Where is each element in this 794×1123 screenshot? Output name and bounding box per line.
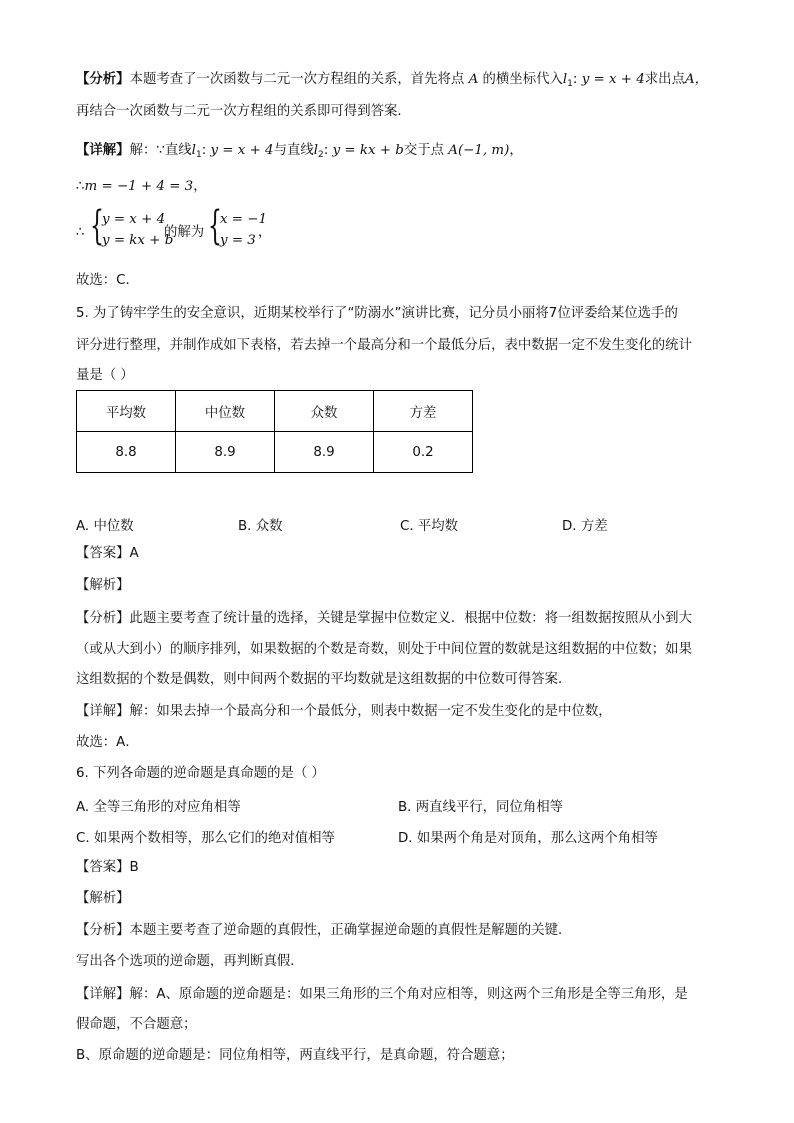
choose-c: 故选：C．: [76, 273, 139, 288]
q6-analysis-1: 【分析】本题主要考查了逆命题的真假性，正确掌握逆命题的真假性是解题的关键．: [76, 923, 572, 938]
equation-l1: y = x + 4: [210, 143, 274, 158]
q5-option-c: C. 平均数: [400, 519, 459, 534]
q6-option-c: C. 如果两个数相等，那么它们的绝对值相等: [76, 831, 335, 846]
detail-label: 【详解】: [76, 142, 130, 158]
q6-analysis-label: 【解析】: [76, 891, 130, 906]
q6-analysis-4: 假命题，不合题意；: [76, 1017, 197, 1032]
q5-answer: 【答案】A: [76, 546, 139, 561]
therefore-symbol-2: ∴: [76, 225, 85, 240]
q5-line-1: 5. 为了铸牢学生的安全意识，近期某校举行了“防溺水”演讲比赛，记分员小丽将7位评委给某位选手的: [76, 306, 678, 321]
m-equation: m = −1 + 4 = 3: [84, 179, 194, 194]
table-value-row: [77, 432, 473, 473]
system-1-row-2: y = kx + b: [102, 233, 174, 248]
therefore-symbol: ∴: [76, 179, 85, 194]
q6-line-1: 6. 下列各命题的逆命题是真命题的是（ ）: [76, 766, 325, 781]
equation-l2: y = kx + b: [332, 143, 404, 158]
brace-2: {: [208, 203, 222, 249]
table-header-row: [77, 391, 473, 432]
q5-option-a: A. 中位数: [76, 519, 134, 534]
table-header-cell: 方差: [374, 391, 473, 432]
table-value-cell: 8.8: [77, 432, 176, 473]
q5-analysis-5: 故选：A．: [76, 735, 139, 750]
line-l: l: [562, 72, 568, 87]
q5-line-3: 量是（ ）: [76, 368, 134, 383]
point-a-2: A，: [684, 72, 709, 87]
table-header-cell: 中位数: [176, 391, 275, 432]
analysis-line-2: 再结合一次函数与二元一次方程组的关系即可得到答案．: [76, 104, 411, 119]
q6-analysis-2: 写出各个选项的逆命题，再判断真假．: [76, 954, 304, 969]
point-a: A: [468, 72, 479, 87]
q5-line-2: 评分进行整理，并制作成如下表格，若去掉一个最高分和一个最低分后，表中数据一定不发生变化的统计: [76, 338, 692, 353]
analysis-text-2: 的横坐标代入: [482, 72, 563, 87]
analysis-label: 【分析】: [76, 71, 130, 87]
q6-option-b: B. 两直线平行，同位角相等: [398, 800, 563, 815]
system-2-row-2: y = 3: [220, 233, 256, 248]
table-header-cell: 平均数: [77, 391, 176, 432]
q5-analysis-label: 【解析】: [76, 578, 130, 593]
line-l2-sub: 2: [318, 150, 324, 160]
point-a-coords: A(−1, m): [448, 143, 510, 158]
system-1-row-1: y = x + 4: [102, 212, 166, 227]
detail-line-1: 【详解】解：∵直线$l_1$: y = x + 4与直线$l_2$: y = kx + b交于点 A(−1, m)，: [76, 142, 523, 160]
q5-analysis-2: （或从大到小）的顺序排列，如果数据的个数是奇数，则处于中间位置的数就是这组数据的中位数；如果: [76, 642, 692, 657]
q5-option-d: D. 方差: [562, 519, 608, 534]
detail-text-2: 与直线: [273, 143, 314, 158]
line-l1: l: [191, 143, 196, 158]
q6-option-a: A. 全等三角形的对应角相等: [76, 800, 241, 815]
q5-analysis-1: 【分析】此题主要考查了统计量的选择，关键是掌握中位数定义．根据中位数：将一组数据按照从小到大: [76, 611, 692, 626]
q5-analysis-4: 【详解】解：如果去掉一个最高分和一个最低分，则表中数据一定不发生变化的是中位数，: [76, 704, 612, 719]
table-value-cell: 8.9: [275, 432, 374, 473]
q6-answer: 【答案】B: [76, 860, 139, 875]
detail-tail: ，: [509, 143, 523, 158]
line-l-sub: 1: [567, 79, 573, 89]
line-l2: l: [313, 143, 319, 158]
detail-text: 解：∵直线: [129, 143, 192, 158]
analysis-text: 本题考查了一次函数与二元一次方程组的关系，首先将点: [129, 72, 465, 87]
q5-option-b: B. 众数: [238, 519, 283, 534]
q6-option-d: D. 如果两个角是对顶角，那么这两个角相等: [398, 831, 658, 846]
line-equation: y = x + 4: [581, 72, 645, 87]
system-tail: ，: [258, 225, 272, 240]
q6-analysis-3: 【详解】解：A、原命题的逆命题是：如果三角形的三个角对应相等，则这两个三角形是全等三角形，是: [76, 987, 688, 1002]
detail-line-2: [76, 178, 207, 196]
analysis-line-1: 【分析】本题考查了一次函数与二元一次方程组的关系，首先将点 A 的横坐标代入$l_1$: y = x + 4求出点A，: [76, 71, 709, 89]
table-value-cell: 0.2: [374, 432, 473, 473]
equation-system-1: [90, 203, 174, 252]
stats-table: [76, 390, 473, 473]
q6-analysis-5: B、原命题的逆命题是：同位角相等，两直线平行，是真命题，符合题意；: [76, 1048, 514, 1063]
m-tail: ，: [193, 179, 207, 194]
q5-analysis-3: 这组数据的个数是偶数，则中间两个数据的平均数就是这组数据的中位数可得答案．: [76, 672, 572, 687]
detail-text-3: 交于点: [403, 143, 445, 158]
table-value-cell: 8.9: [176, 432, 275, 473]
line-l1-sub: 1: [195, 150, 202, 160]
analysis-text-3: 求出点: [644, 72, 685, 87]
brace-1: {: [90, 203, 104, 249]
table-header-cell: 众数: [275, 391, 374, 432]
system-2-row-1: x = −1: [220, 212, 268, 227]
solution-text: 的解为: [164, 225, 205, 240]
